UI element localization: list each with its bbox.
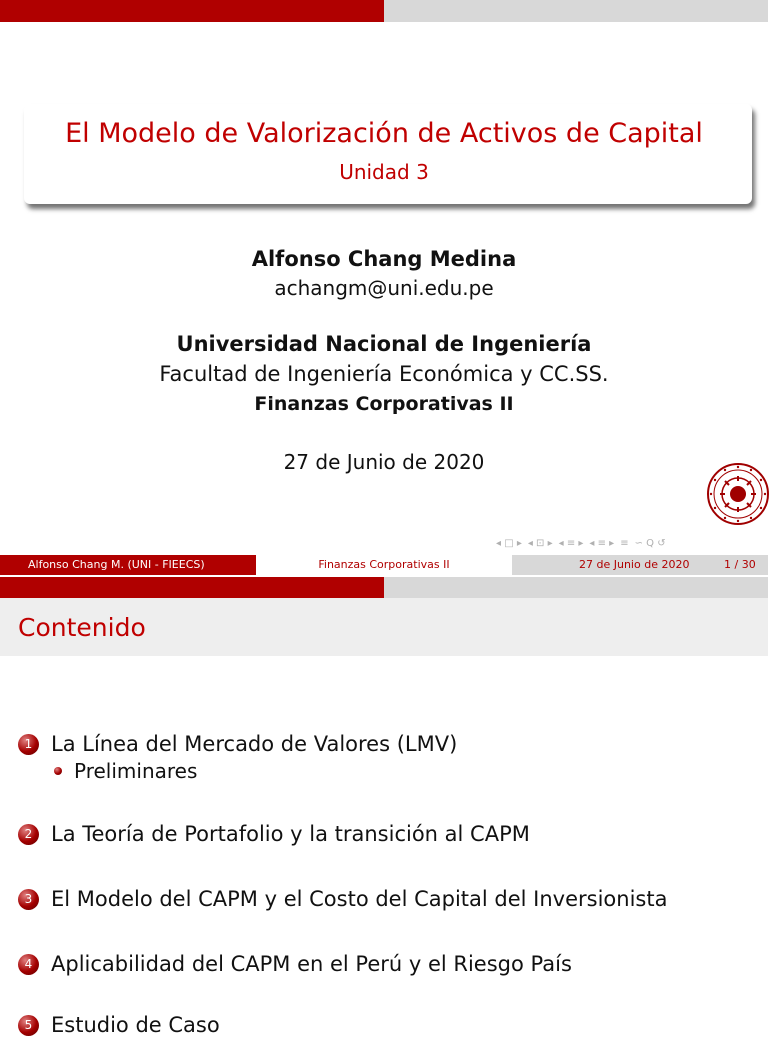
- toc-label[interactable]: Aplicabilidad del CAPM en el Perú y el Riesgo País: [51, 952, 572, 976]
- top-bar: [0, 577, 768, 598]
- footer-bar: [0, 555, 768, 575]
- top-bar: [0, 0, 768, 22]
- nav-subsection-icon[interactable]: ◂ ⊡ ▸: [527, 538, 553, 549]
- faculty-name: Facultad de Ingeniería Económica y CC.SS.: [159, 362, 609, 386]
- nav-search-icon[interactable]: ∽ Q ↺: [634, 538, 666, 549]
- toc-label[interactable]: Estudio de Caso: [51, 1013, 220, 1037]
- toc-subitem-label[interactable]: Preliminares: [74, 759, 198, 783]
- toc-number: 5: [18, 1015, 39, 1036]
- toc-label[interactable]: El Modelo del CAPM y el Costo del Capital del Inversionista: [51, 887, 668, 911]
- toc-number: 1: [18, 734, 39, 755]
- toc-item[interactable]: [18, 887, 667, 911]
- toc-item[interactable]: [18, 732, 457, 756]
- toc-label[interactable]: La Línea del Mercado de Valores (LMV): [51, 732, 458, 756]
- toc-number: 3: [18, 889, 39, 910]
- top-bar-grey: [384, 577, 768, 598]
- toc-subitem[interactable]: [54, 759, 197, 783]
- course-name: Finanzas Corporativas II: [254, 393, 514, 415]
- author-name: Alfonso Chang Medina: [251, 247, 517, 271]
- frame-title: Contenido: [18, 613, 146, 642]
- footer-course: Finanzas Corporativas II: [256, 555, 512, 575]
- toc-label[interactable]: La Teoría de Portafolio y la transición al CAPM: [51, 822, 530, 846]
- author-email: achangm@uni.edu.pe: [274, 276, 494, 300]
- nav-section-icon[interactable]: ◂ ≡ ▸: [558, 538, 584, 549]
- top-bar-grey: [384, 0, 768, 22]
- toc-item[interactable]: [18, 952, 572, 976]
- top-bar-red: [0, 0, 384, 22]
- presentation-title: El Modelo de Valorización de Activos de Capital: [65, 118, 703, 149]
- toc-item[interactable]: [18, 1013, 220, 1037]
- nav-section2-icon[interactable]: ◂ ≡ ▸: [589, 538, 615, 549]
- beamer-navigation-icons[interactable]: [496, 538, 762, 552]
- university-seal-icon: [706, 462, 770, 526]
- nav-frame-icon[interactable]: ◂ □ ▸: [496, 538, 522, 549]
- presentation-subtitle: Unidad 3: [339, 160, 429, 184]
- institution-name: Universidad Nacional de Ingeniería: [176, 332, 592, 356]
- footer-date: 27 de Junio de 2020: [579, 558, 690, 571]
- presentation-date: 27 de Junio de 2020: [283, 450, 485, 474]
- footer-page-number: 1 / 30: [724, 558, 756, 571]
- toc-number: 4: [18, 954, 39, 975]
- top-bar-red: [0, 577, 384, 598]
- contents-slide: [0, 577, 768, 1037]
- toc-item[interactable]: [18, 822, 530, 846]
- nav-list-icon[interactable]: ≡: [620, 538, 629, 549]
- frame-title-bar: [0, 598, 768, 656]
- bullet-icon: [54, 767, 62, 775]
- footer-right: [512, 555, 768, 575]
- footer-author: Alfonso Chang M. (UNI - FIEECS): [0, 555, 256, 575]
- toc-number: 2: [18, 824, 39, 845]
